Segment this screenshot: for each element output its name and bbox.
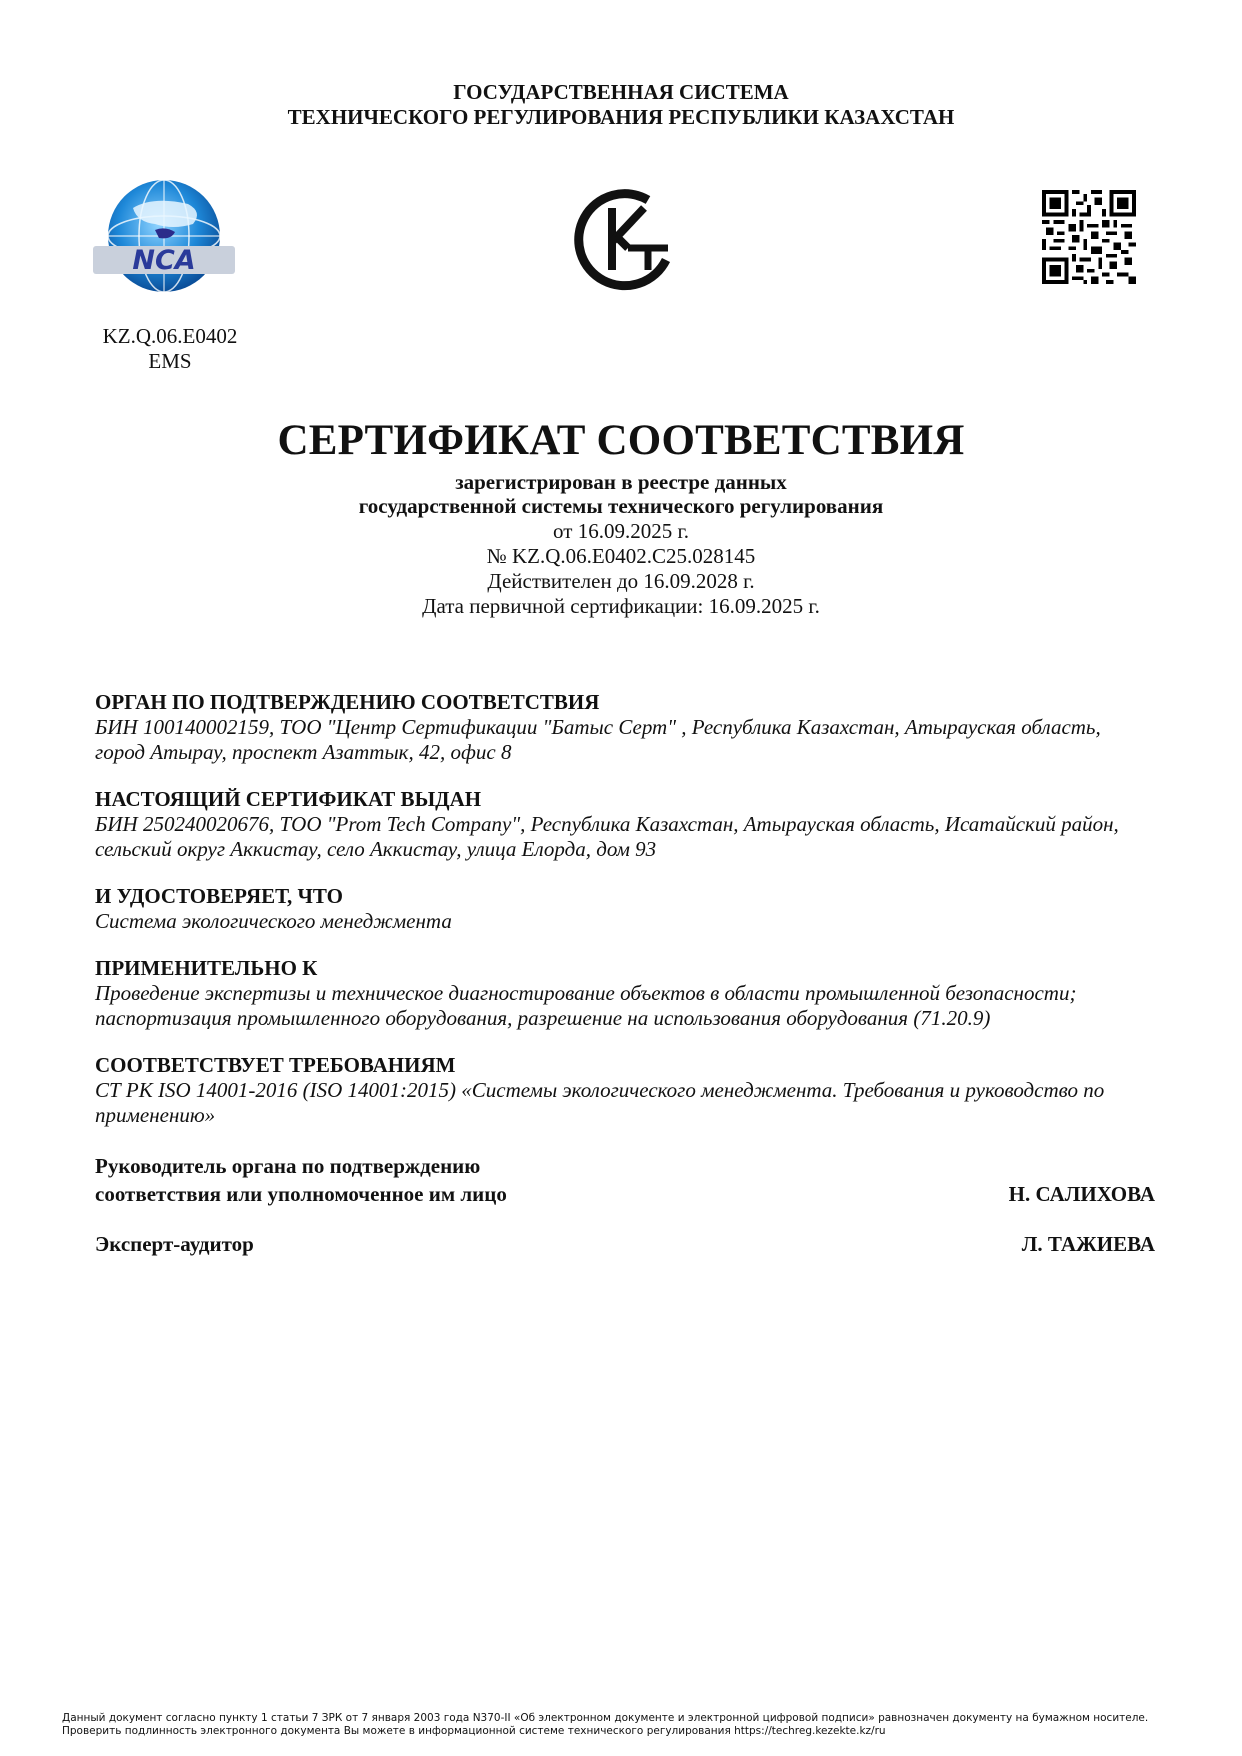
qr-code [1042,190,1136,284]
nca-globe-icon [93,178,235,298]
valid-until: Действителен до 16.09.2028 г. [487,569,755,593]
head-name: Н. САЛИХОВА [1008,1182,1155,1206]
section-applicable-to [95,956,1155,1031]
section-requirements [95,1053,1155,1128]
section-issued-to [95,787,1155,862]
nca-logo-text: NCA [132,245,196,276]
certificate-number: № KZ.Q.06.E0402.C25.028145 [486,544,756,568]
expert-name: Л. ТАЖИЕВА [1021,1232,1155,1256]
expert-label: Эксперт-аудитор [95,1232,254,1256]
registered-line-1: зарегистрирован в реестре данных [455,470,787,494]
kz-conformity-mark [566,178,680,296]
certificate-title: СЕРТИФИКАТ СООТВЕТСТВИЯ [277,417,965,464]
first-certification-date: Дата первичной сертификации: 16.09.2025 г. [422,594,820,618]
section-text: БИН 100140002159, ТОО "Центр Сертификации "Батыс Серт" , Республика Казахстан, Атырауская область, город Атырау, проспект Азаттык, 42, офис 8 [95,715,1101,764]
section-heading: НАСТОЯЩИЙ СЕРТИФИКАТ ВЫДАН [95,787,482,811]
section-certifies [95,884,1155,934]
section-text: Система экологического менеджмента [95,909,452,933]
section-text: БИН 250240020676, ТОО "Prom Tech Company", Республика Казахстан, Атырауская область, Исатайский район, сельский округ Аккистау, село Аккистау, улица Елорда, дом 93 [95,812,1119,861]
head-title-line-2: соответствия или уполномоченное им лицо [95,1182,507,1206]
footer-line-2: Проверить подлинность электронного документа Вы можете в информационной системе технического регулирования https://techreg.kezekte.kz/ru [62,1725,886,1737]
qr-code-icon [1042,190,1136,284]
signature-head [95,1152,1155,1208]
section-heading: ОРГАН ПО ПОДТВЕРЖДЕНИЮ СООТВЕТСТВИЯ [95,690,600,714]
head-title-line-1: Руководитель органа по подтверждению [95,1154,481,1178]
footer-line-1: Данный документ согласно пункту 1 статьи 7 ЗРК от 7 января 2003 года N370-II «Об электронном документе и электронной цифровой подписи» равнозначен документу на бумажном носителе. [62,1712,1149,1724]
accreditation-type: EMS [148,349,192,373]
registered-line-2: государственной системы технического регулирования [358,494,884,518]
header-line-2: ТЕХНИЧЕСКОГО РЕГУЛИРОВАНИЯ РЕСПУБЛИКИ КАЗАХСТАН [287,105,955,129]
section-heading: И УДОСТОВЕРЯЕТ, ЧТО [95,884,343,908]
section-conformity-body [95,690,1155,765]
header-line-1: ГОСУДАРСТВЕННАЯ СИСТЕМА [453,80,789,104]
nca-logo [93,178,235,298]
certificate-date: от 16.09.2025 г. [553,519,689,543]
section-heading: СООТВЕТСТВУЕТ ТРЕБОВАНИЯМ [95,1053,456,1077]
section-text: СТ РК ISO 14001-2016 (ISO 14001:2015) «Системы экологического менеджмента. Требования и руководство по применению» [95,1078,1105,1127]
signature-expert [95,1230,1155,1258]
section-heading: ПРИМЕНИТЕЛЬНО К [95,956,318,980]
accreditation-code: KZ.Q.06.E0402 [102,324,238,348]
section-text: Проведение экспертизы и техническое диагностирование объектов в области промышленной безопасности; паспортизация промышленного оборудования, разрешение на использования оборудования (71.20.9) [95,981,1077,1030]
legal-footer [62,1712,1192,1738]
kz-mark-icon [566,178,680,296]
